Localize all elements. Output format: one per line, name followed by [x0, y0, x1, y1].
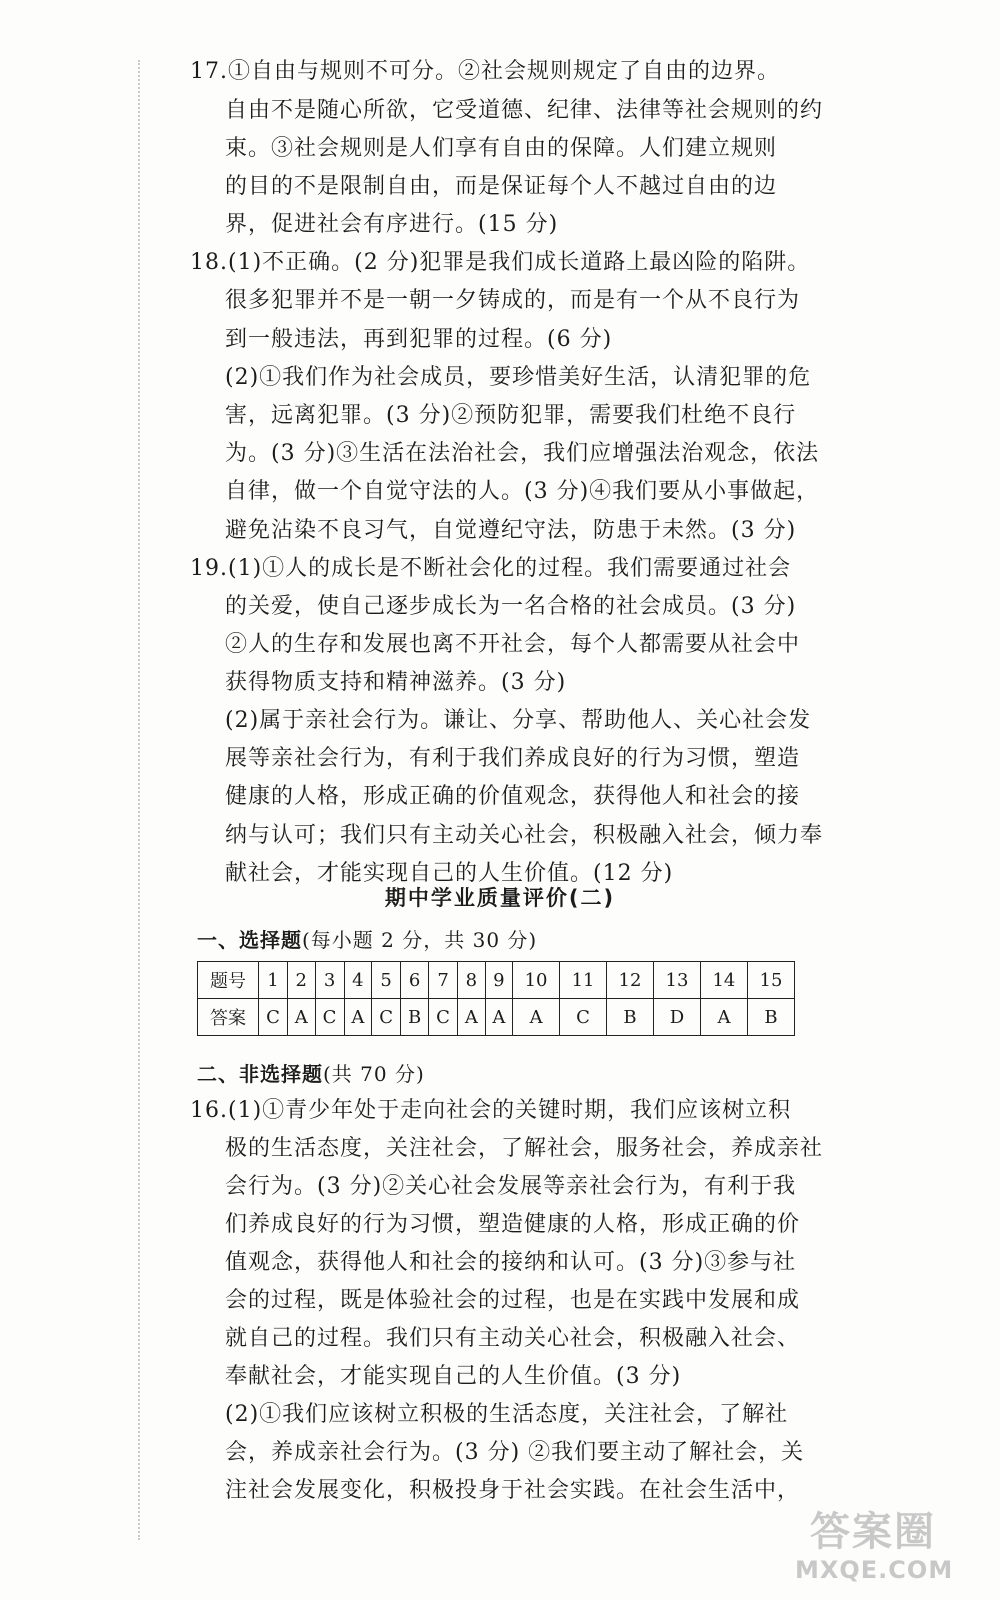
- q18-line: 为。(3 分)③生活在法治社会，我们应增强法治观念，依法: [225, 441, 820, 466]
- q16-line: 会，养成亲社会行为。(3 分) ②我们要主动了解社会，关: [225, 1440, 805, 1465]
- q18-line: (2)①我们作为社会成员，要珍惜美好生活，认清犯罪的危: [225, 365, 812, 390]
- part2-label: 二、非选择题: [197, 1062, 323, 1086]
- table-cell: C: [429, 999, 458, 1036]
- q18-line: 避免沾染不良习气，自觉遵纪守法，防患于未然。(3 分): [225, 518, 797, 543]
- row-header-answer: 答案: [198, 999, 259, 1036]
- table-cell: 11: [560, 962, 607, 999]
- table-cell: 6: [401, 962, 429, 999]
- table-cell: 13: [653, 962, 700, 999]
- table-cell: B: [747, 999, 794, 1036]
- q16-line: 16.(1)①青少年处于走向社会的关键时期，我们应该树立积: [190, 1098, 792, 1123]
- table-cell: B: [607, 999, 654, 1036]
- q16-line: (2)①我们应该树立积极的生活态度，关注社会，了解社: [225, 1402, 789, 1427]
- table-cell: 3: [315, 962, 344, 999]
- q17-line: 17.①自由与规则不可分。②社会规则规定了自由的边界。: [190, 59, 780, 84]
- part2-heading: [197, 1060, 425, 1088]
- q19-line: 19.(1)①人的成长是不断社会化的过程。我们需要通过社会: [190, 556, 792, 581]
- row-header-question-number: 题号: [198, 962, 259, 999]
- q17-line: 束。③社会规则是人们享有自由的保障。人们建立规则: [225, 136, 778, 161]
- table-cell: C: [560, 999, 607, 1036]
- q17-line: 的目的不是限制自由，而是保证每个人不越过自由的边: [225, 174, 778, 199]
- table-cell: D: [653, 999, 700, 1036]
- table-cell: 1: [259, 962, 288, 999]
- q17-line: 自由不是随心所欲，它受道德、纪律、法律等社会规则的约: [225, 98, 824, 123]
- table-cell: 8: [458, 962, 486, 999]
- table-cell: 9: [485, 962, 513, 999]
- watermark-text-cn: 答案圈: [810, 1509, 936, 1555]
- table-cell: 7: [429, 962, 458, 999]
- table-cell: C: [372, 999, 401, 1036]
- table-row-numbers: [198, 962, 795, 999]
- q19-line: (2)属于亲社会行为。谦让、分享、帮助他人、关心社会发: [225, 708, 812, 733]
- table-cell: 2: [288, 962, 316, 999]
- answer-table: [197, 961, 795, 1036]
- table-cell: C: [315, 999, 344, 1036]
- q19-line: 展等亲社会行为，有利于我们养成良好的行为习惯，塑造: [225, 746, 801, 771]
- q19-line: ②人的生存和发展也离不开社会，每个人都需要从社会中: [225, 632, 801, 657]
- q16-line: 值观念，获得他人和社会的接纳和认可。(3 分)③参与社: [225, 1250, 797, 1275]
- binding-margin-line: [138, 60, 140, 1540]
- watermark-logo: [780, 1500, 980, 1592]
- part1-note: (每小题 2 分，共 30 分): [302, 928, 538, 952]
- q18-line: 害，远离犯罪。(3 分)②预防犯罪，需要我们杜绝不良行: [225, 403, 797, 428]
- table-cell: A: [344, 999, 372, 1036]
- table-row-answers: [198, 999, 795, 1036]
- watermark-text-en: MXQE.COM: [795, 1556, 954, 1584]
- q16-line: 奉献社会，才能实现自己的人生价值。(3 分): [225, 1364, 682, 1389]
- table-cell: A: [513, 999, 560, 1036]
- table-cell: A: [288, 999, 316, 1036]
- q19-line: 的关爱，使自己逐步成长为一名合格的社会成员。(3 分): [225, 594, 797, 619]
- q16-line: 们养成良好的行为习惯，塑造健康的人格，形成正确的价: [225, 1212, 801, 1237]
- q18-line: 到一般违法，再到犯罪的过程。(6 分): [225, 327, 613, 352]
- table-cell: 4: [344, 962, 372, 999]
- q16-line: 会行为。(3 分)②关心社会发展等亲社会行为，有利于我: [225, 1174, 797, 1199]
- table-cell: A: [700, 999, 747, 1036]
- q19-line: 健康的人格，形成正确的价值观念，获得他人和社会的接: [225, 784, 801, 809]
- table-cell: 15: [747, 962, 794, 999]
- part1-heading: [197, 926, 537, 954]
- table-cell: A: [485, 999, 513, 1036]
- table-cell: 14: [700, 962, 747, 999]
- q19-line: 获得物质支持和精神滋养。(3 分): [225, 670, 567, 695]
- part2-note: (共 70 分): [323, 1062, 425, 1086]
- table-cell: 12: [607, 962, 654, 999]
- q16-line: 注社会发展变化，积极投身于社会实践。在社会生活中，: [225, 1478, 801, 1503]
- q16-line: 就自己的过程。我们只有主动关心社会，积极融入社会、: [225, 1326, 801, 1351]
- q18-line: 很多犯罪并不是一朝一夕铸成的，而是有一个从不良行为: [225, 288, 801, 313]
- q19-line: 献社会，才能实现自己的人生价值。(12 分): [225, 861, 674, 886]
- q18-line: 自律，做一个自觉守法的人。(3 分)④我们要从小事做起，: [225, 479, 820, 504]
- table-cell: 5: [372, 962, 401, 999]
- q17-line: 界，促进社会有序进行。(15 分): [225, 212, 559, 237]
- table-cell: B: [401, 999, 429, 1036]
- section-title: 期中学业质量评价(二): [384, 886, 616, 910]
- table-cell: 10: [513, 962, 560, 999]
- q16-line: 会的过程，既是体验社会的过程，也是在实践中发展和成: [225, 1288, 801, 1313]
- part1-label: 一、选择题: [197, 928, 302, 952]
- q16-line: 极的生活态度，关注社会，了解社会，服务社会，养成亲社: [225, 1136, 824, 1161]
- q18-line: 18.(1)不正确。(2 分)犯罪是我们成长道路上最凶险的陷阱。: [190, 250, 811, 275]
- q19-line: 纳与认可；我们只有主动关心社会，积极融入社会，倾力奉: [225, 823, 824, 848]
- table-cell: A: [458, 999, 486, 1036]
- table-cell: C: [259, 999, 288, 1036]
